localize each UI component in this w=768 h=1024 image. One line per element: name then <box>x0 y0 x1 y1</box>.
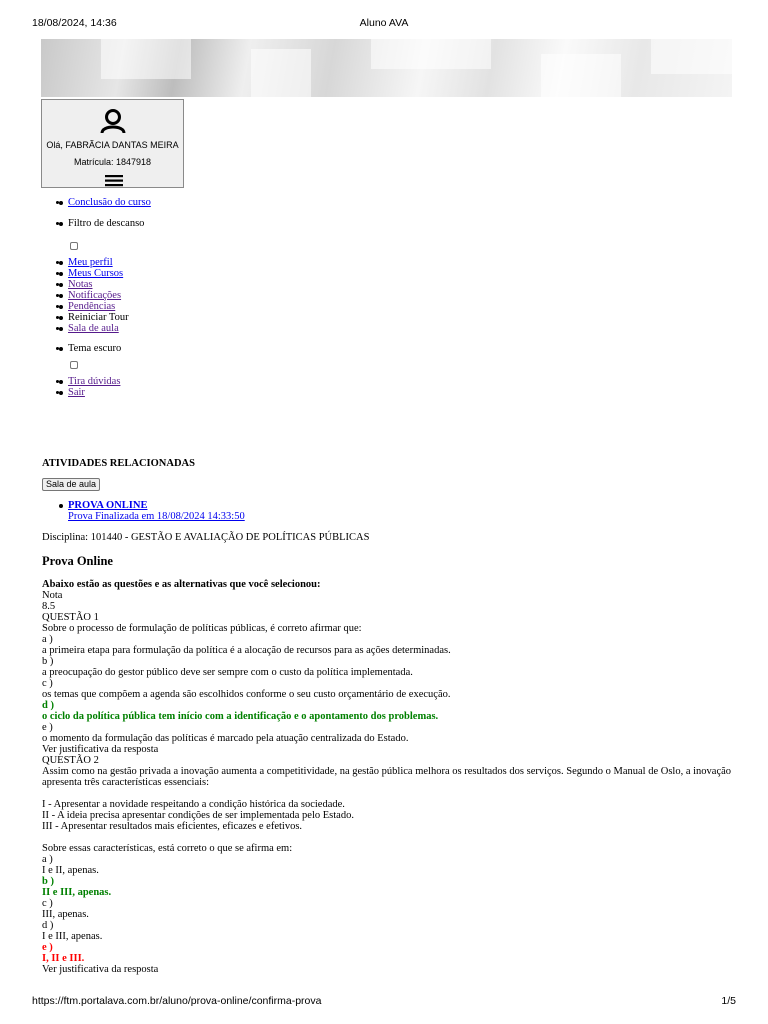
q2-option-c-label: c ) <box>42 898 53 909</box>
q2-option-a-label: a ) <box>42 854 53 865</box>
q2-item-2: II - A ideia precisa apresentar condições de ser implementada pelo Estado. <box>42 810 354 821</box>
sair-link[interactable]: Sair <box>68 387 85 398</box>
user-card <box>41 99 184 188</box>
user-greeting: Olá, FABRÃ​CIA DANTAS MEIRA <box>46 140 179 150</box>
nav-item-reiniciar <box>68 312 129 323</box>
filtro-checkbox[interactable] <box>70 242 78 250</box>
nota-label: Nota <box>42 590 63 601</box>
prova-finalizada-link[interactable]: Prova Finalizada em 18/08/2024 14:33:50 <box>68 511 245 522</box>
nav-item-conclusao <box>68 197 151 208</box>
q1-option-c-label: c ) <box>42 678 53 689</box>
nav-item-pendencias <box>68 301 115 312</box>
notificacoes-link[interactable]: Notificações <box>68 290 122 301</box>
q2-option-a: I e II, apenas. <box>42 865 99 876</box>
question-2-text: Assim como na gestão privada a inovação aumenta a competitividade, na gestão pública melhora os resultados dos serviços. Segundo o Manual de Oslo, a inovação apresenta três características essenciais: <box>42 766 732 788</box>
intro-text: Abaixo estão as questões e as alternativas que você selecionou: <box>42 579 321 590</box>
menu-icon[interactable] <box>104 174 124 188</box>
sala-link[interactable]: Sala de aula <box>68 323 119 334</box>
q2-option-d-label: d ) <box>42 920 54 931</box>
nav-item-notas <box>68 279 93 290</box>
meu-perfil-link[interactable]: Meu perfil <box>68 257 113 268</box>
meus-cursos-link[interactable]: Meus Cursos <box>68 268 124 279</box>
related-title: ATIVIDADES RELACIONADAS <box>42 458 195 469</box>
q2-option-c: III, apenas. <box>42 909 89 920</box>
q2-item-1: I - Apresentar a novidade respeitando a condição histórica da sociedade. <box>42 799 345 810</box>
q1-option-d: o ciclo da política pública tem início com a identificação e o apontamento dos problemas. <box>42 711 439 722</box>
nav-item-sala <box>68 323 119 334</box>
q2-option-e: I, II e III. <box>42 953 85 964</box>
exam-content <box>42 579 732 975</box>
q2-option-b-label: b ) <box>42 876 54 887</box>
disciplina: Disciplina: 101440 - GESTÃO E AVALIAÇÃO DE POLÍTICAS PÚBLICAS <box>42 532 370 543</box>
q2-ask: Sobre essas características, está correto o que se afirma em: <box>42 843 293 854</box>
q1-option-e-label: e ) <box>42 722 53 733</box>
pendencias-link[interactable]: Pendências <box>68 301 116 312</box>
tira-duvidas-link[interactable]: Tira dúvidas <box>68 376 121 387</box>
nota-value: 8.5 <box>42 601 56 612</box>
q1-justify-link[interactable]: Ver justificativa da resposta <box>42 744 159 755</box>
nav-item-notificacoes <box>68 290 121 301</box>
print-url: https://ftm.portalava.com.br/aluno/prova-online/confirma-prova <box>32 995 322 1007</box>
nav-item-sair <box>68 387 85 398</box>
q1-option-a: a primeira etapa para formulação da política é a alocação de recursos para as ações determinadas. <box>42 645 451 656</box>
reiniciar-tour[interactable]: Reiniciar Tour <box>68 312 129 323</box>
nav-item-tema <box>68 343 121 354</box>
q1-option-e: o momento da formulação das políticas é marcado pela atuação centralizada do Estado. <box>42 733 409 744</box>
print-footer <box>32 995 736 1009</box>
print-page-number: 1/5 <box>721 995 736 1007</box>
nav-item-meu-perfil <box>68 257 113 268</box>
user-matricula: Matrícula: 1847918 <box>73 157 152 167</box>
user-icon <box>99 108 127 134</box>
question-1-text: Sobre o processo de formulação de políticas públicas, é correto afirmar que: <box>42 623 362 634</box>
print-header <box>32 17 736 31</box>
question-2-label: QUESTÃO 2 <box>42 755 99 766</box>
tema-label: Tema escuro <box>68 343 122 354</box>
nav-item-filtro <box>68 218 144 229</box>
notas-link[interactable]: Notas <box>68 279 93 290</box>
q1-option-c: os temas que compõem a agenda são escolhidos conforme o seu custo orçamentário de execução. <box>42 689 451 700</box>
nav-item-tira-duvidas <box>68 376 120 387</box>
q1-option-b-label: b ) <box>42 656 54 667</box>
page-title: Prova Online <box>42 554 113 568</box>
q1-option-d-label: d ) <box>42 700 54 711</box>
question-1-label: QUESTÃO 1 <box>42 612 99 623</box>
header-banner <box>41 39 732 97</box>
q2-item-3: III - Apresentar resultados mais eficientes, eficazes e efetivos. <box>42 821 303 832</box>
print-datetime: 18/08/2024, 14:36 <box>32 17 117 29</box>
q1-option-b: a preocupação do gestor público deve ser sempre com o custo da política implementada. <box>42 667 413 678</box>
filtro-label: Filtro de descanso <box>68 218 145 229</box>
q2-option-e-label: e ) <box>42 942 53 953</box>
sala-de-aula-button[interactable]: Sala de aula <box>42 478 100 491</box>
q2-option-b: II e III, apenas. <box>42 887 112 898</box>
related-item <box>68 500 245 522</box>
tema-checkbox[interactable] <box>70 361 78 369</box>
conclusao-link[interactable]: Conclusão do curso <box>68 197 151 208</box>
nav-item-meus-cursos <box>68 268 123 279</box>
q1-option-a-label: a ) <box>42 634 53 645</box>
prova-online-link[interactable]: PROVA ONLINE <box>68 500 148 511</box>
q2-justify-link[interactable]: Ver justificativa da resposta <box>42 964 159 975</box>
q2-option-d: I e III, apenas. <box>42 931 103 942</box>
print-title: Aluno AVA <box>359 17 409 29</box>
